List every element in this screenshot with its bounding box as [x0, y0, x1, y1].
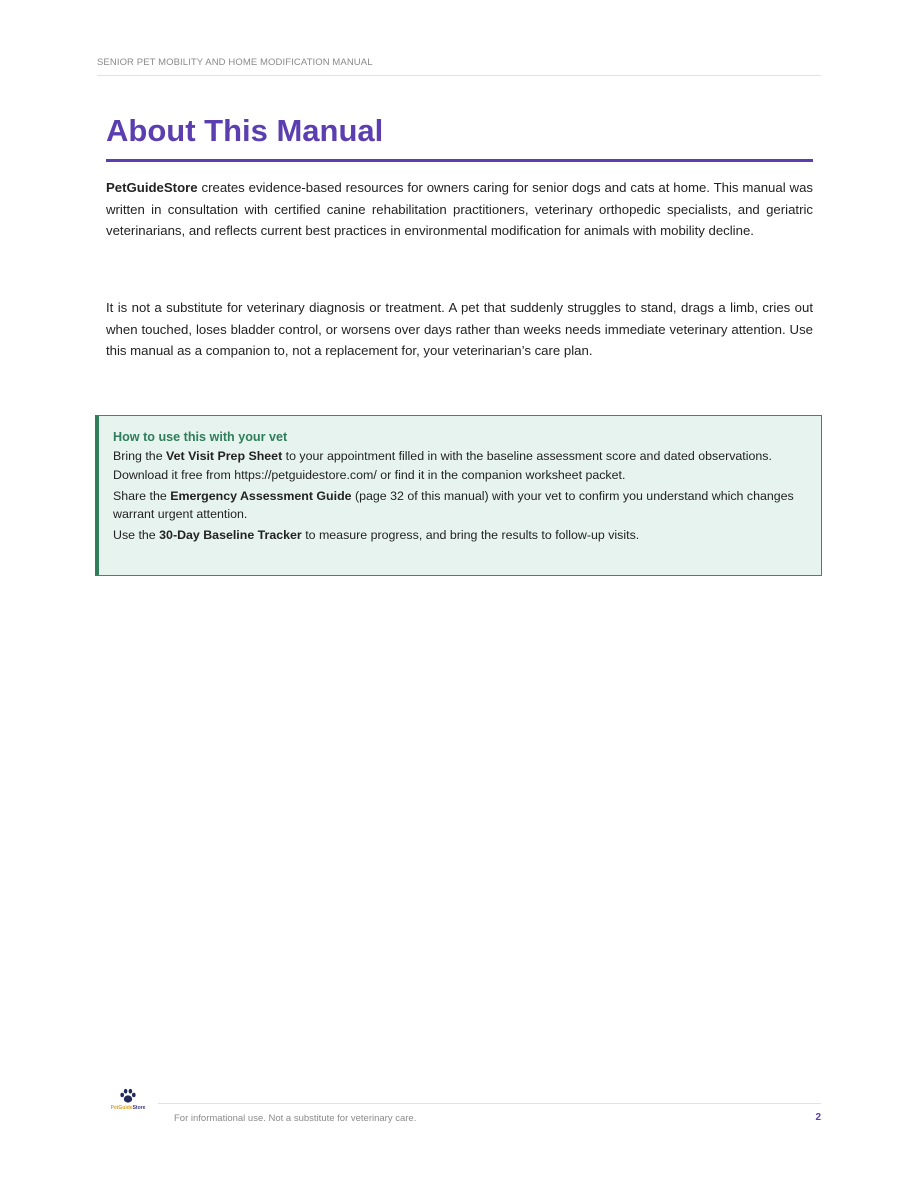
- vet-usage-callout: [95, 415, 822, 576]
- callout-item: [113, 526, 821, 545]
- brand-name: PetGuideStore: [106, 180, 198, 195]
- callout-item-text: Use the: [113, 528, 160, 543]
- logo-wordmark-part: Store: [132, 1105, 146, 1111]
- callout-item-text: Share the: [113, 488, 171, 503]
- callout-item-text: to measure progress, and bring the results to follow-up visits.: [301, 528, 640, 543]
- logo-wordmark-part: PetGuide: [110, 1105, 133, 1111]
- logo-wordmark: [108, 1105, 148, 1111]
- callout-item: [113, 447, 821, 485]
- footer-divider: [158, 1103, 821, 1104]
- footer-disclaimer: For informational use. Not a substitute for veterinary care.: [174, 1113, 417, 1124]
- callout-item-bold: 30-Day Baseline Tracker: [159, 528, 302, 543]
- page-title: About This Manual: [106, 112, 813, 162]
- callout-item-text: Bring the: [113, 449, 167, 463]
- callout-item: [113, 487, 821, 525]
- page-number: 2: [815, 1112, 821, 1123]
- callout-item-bold: Vet Visit Prep Sheet: [166, 449, 283, 463]
- intro-paragraph-2: It is not a substitute for veterinary diagnosis or treatment. A pet that suddenly struggles to stand, drags a limb, cries out when touched, loses bladder control, or worsens over days rather than weeks needs immediate veterinary attention. Use this manual as a companion to, not a replacement for, your veterinarian’s care plan.: [106, 300, 813, 358]
- intro-paragraph-1-text: creates evidence-based resources for owners caring for senior dogs and cats at home. This manual was written in consultation with certified canine rehabilitation practitioners, veterinary orthopedic specialists, and geriatric veterinarians, and reflects current best practices in environmental modification for animals with mobility decline.: [106, 180, 813, 238]
- running-header: SENIOR PET MOBILITY AND HOME MODIFICATION MANUAL: [97, 57, 821, 76]
- brand-logo: [108, 1088, 148, 1111]
- callout-item-bold: Emergency Assessment Guide: [170, 488, 352, 503]
- callout-item-text: to your appointment filled in with the baseline assessment score and dated observations. Download it free from https://petguidestore.com/ or find it in the companion worksheet packet.: [113, 449, 772, 482]
- callout-title: How to use this with your vet: [113, 430, 288, 444]
- intro-paragraph-1: [106, 177, 813, 242]
- paw-icon: [119, 1088, 137, 1104]
- callout-item-text: (page 32 of this manual) with your vet to confirm you understand which changes warrant urgent attention.: [113, 488, 794, 522]
